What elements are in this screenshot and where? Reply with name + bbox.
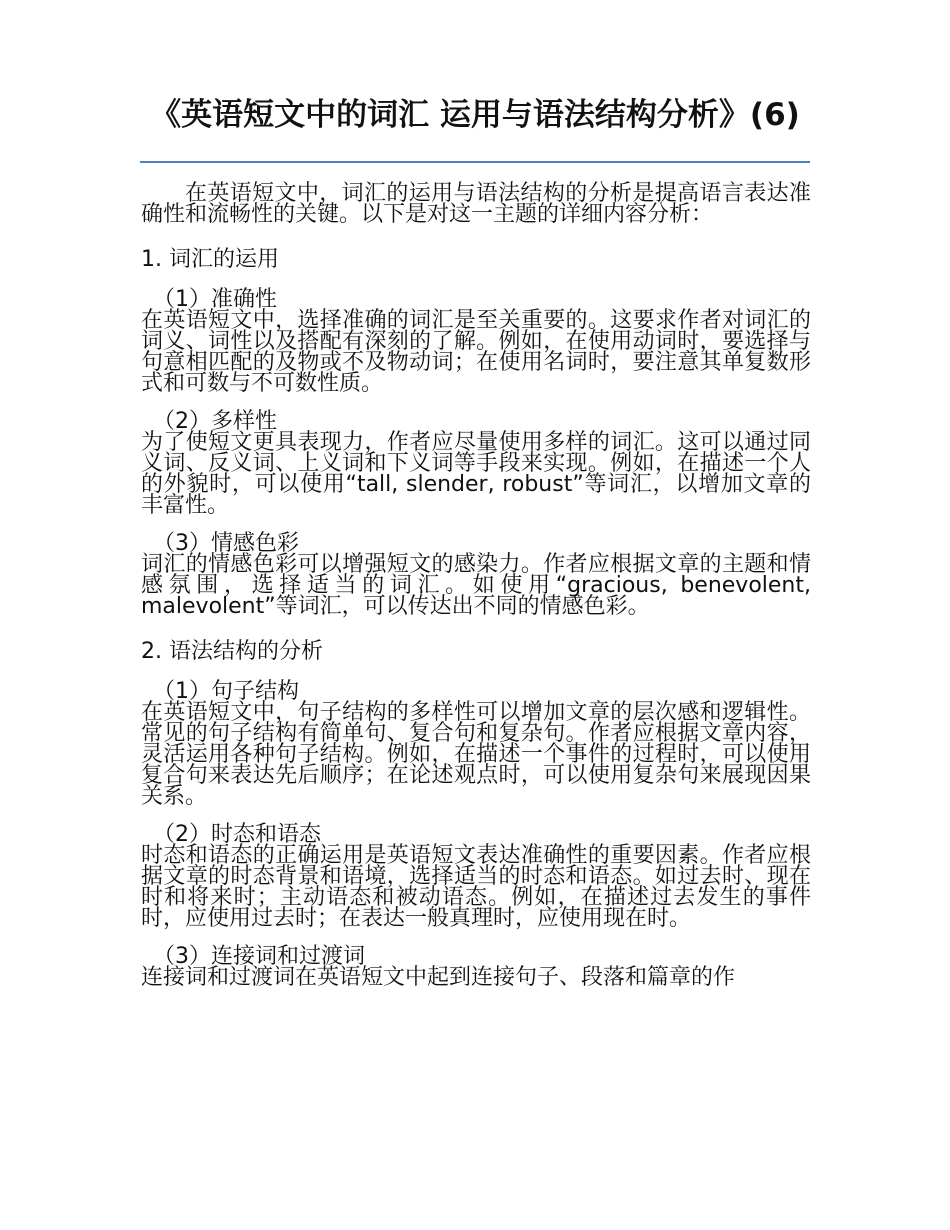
paragraph-connectives: 连接词和过渡词在英语短文中起到连接句子、段落和篇章的作 <box>141 965 736 990</box>
paragraph-emotional-color: 词汇的情感色彩可以增强短文的感染力。作者应根据文章的主题和情感氛围，选择适当的词汇。如使用“gracious, benevolent, malevolent”等词汇，可以传达出不同的情感色彩。 <box>141 552 811 619</box>
paragraph-sentence-structure: 在英语短文中，句子结构的多样性可以增加文章的层次感和逻辑性。常见的句子结构有简单句、复合句和复杂句。作者应根据文章内容，灵活运用各种句子结构。例如，在描述一个事件的过程时，可以使用复合句来表达先后顺序；在论述观点时，可以使用复杂句来展现因果关系。 <box>141 700 811 809</box>
section-heading-vocabulary: 1. 词汇的运用 <box>141 247 279 272</box>
subheading-accuracy: （1）准确性 <box>153 287 277 312</box>
subheading-tense-voice: （2）时态和语态 <box>153 822 321 847</box>
subheading-connectives: （3）连接词和过渡词 <box>153 944 365 969</box>
paragraph-tense-voice: 时态和语态的正确运用是英语短文表达准确性的重要因素。作者应根据文章的时态背景和语境，选择适当的时态和语态。如过去时、现在时和将来时；主动语态和被动语态。例如，在描述过去发生的事件时，应使用过去时；在表达一般真理时，应使用现在时。 <box>141 843 811 931</box>
subheading-emotional-color: （3）情感色彩 <box>153 531 299 556</box>
intro-paragraph: 在英语短文中，词汇的运用与语法结构的分析是提高语言表达准确性和流畅性的关键。以下是对这一主题的详细内容分析： <box>141 181 811 227</box>
title-underline <box>140 161 810 163</box>
section-heading-grammar: 2. 语法结构的分析 <box>141 639 323 664</box>
document-body <box>141 183 811 988</box>
paragraph-accuracy: 在英语短文中，选择准确的词汇是至关重要的。这要求作者对词汇的词义、词性以及搭配有深刻的了解。例如，在使用动词时，要选择与句意相匹配的及物或不及物动词；在使用名词时，要注意其单复数形式和可数与不可数性质。 <box>141 308 811 396</box>
paragraph-diversity: 为了使短文更具表现力，作者应尽量使用多样的词汇。这可以通过同义词、反义词、上义词和下义词等手段来实现。例如，在描述一个人的外貌时，可以使用“tall, slender, robust”等词汇，以增加文章的丰富性。 <box>141 430 811 518</box>
subheading-sentence-structure: （1）句子结构 <box>153 679 299 704</box>
document-title: 《英语短文中的词汇 运用与语法结构分析》(6) <box>150 97 800 133</box>
subheading-diversity: （2）多样性 <box>153 409 277 434</box>
